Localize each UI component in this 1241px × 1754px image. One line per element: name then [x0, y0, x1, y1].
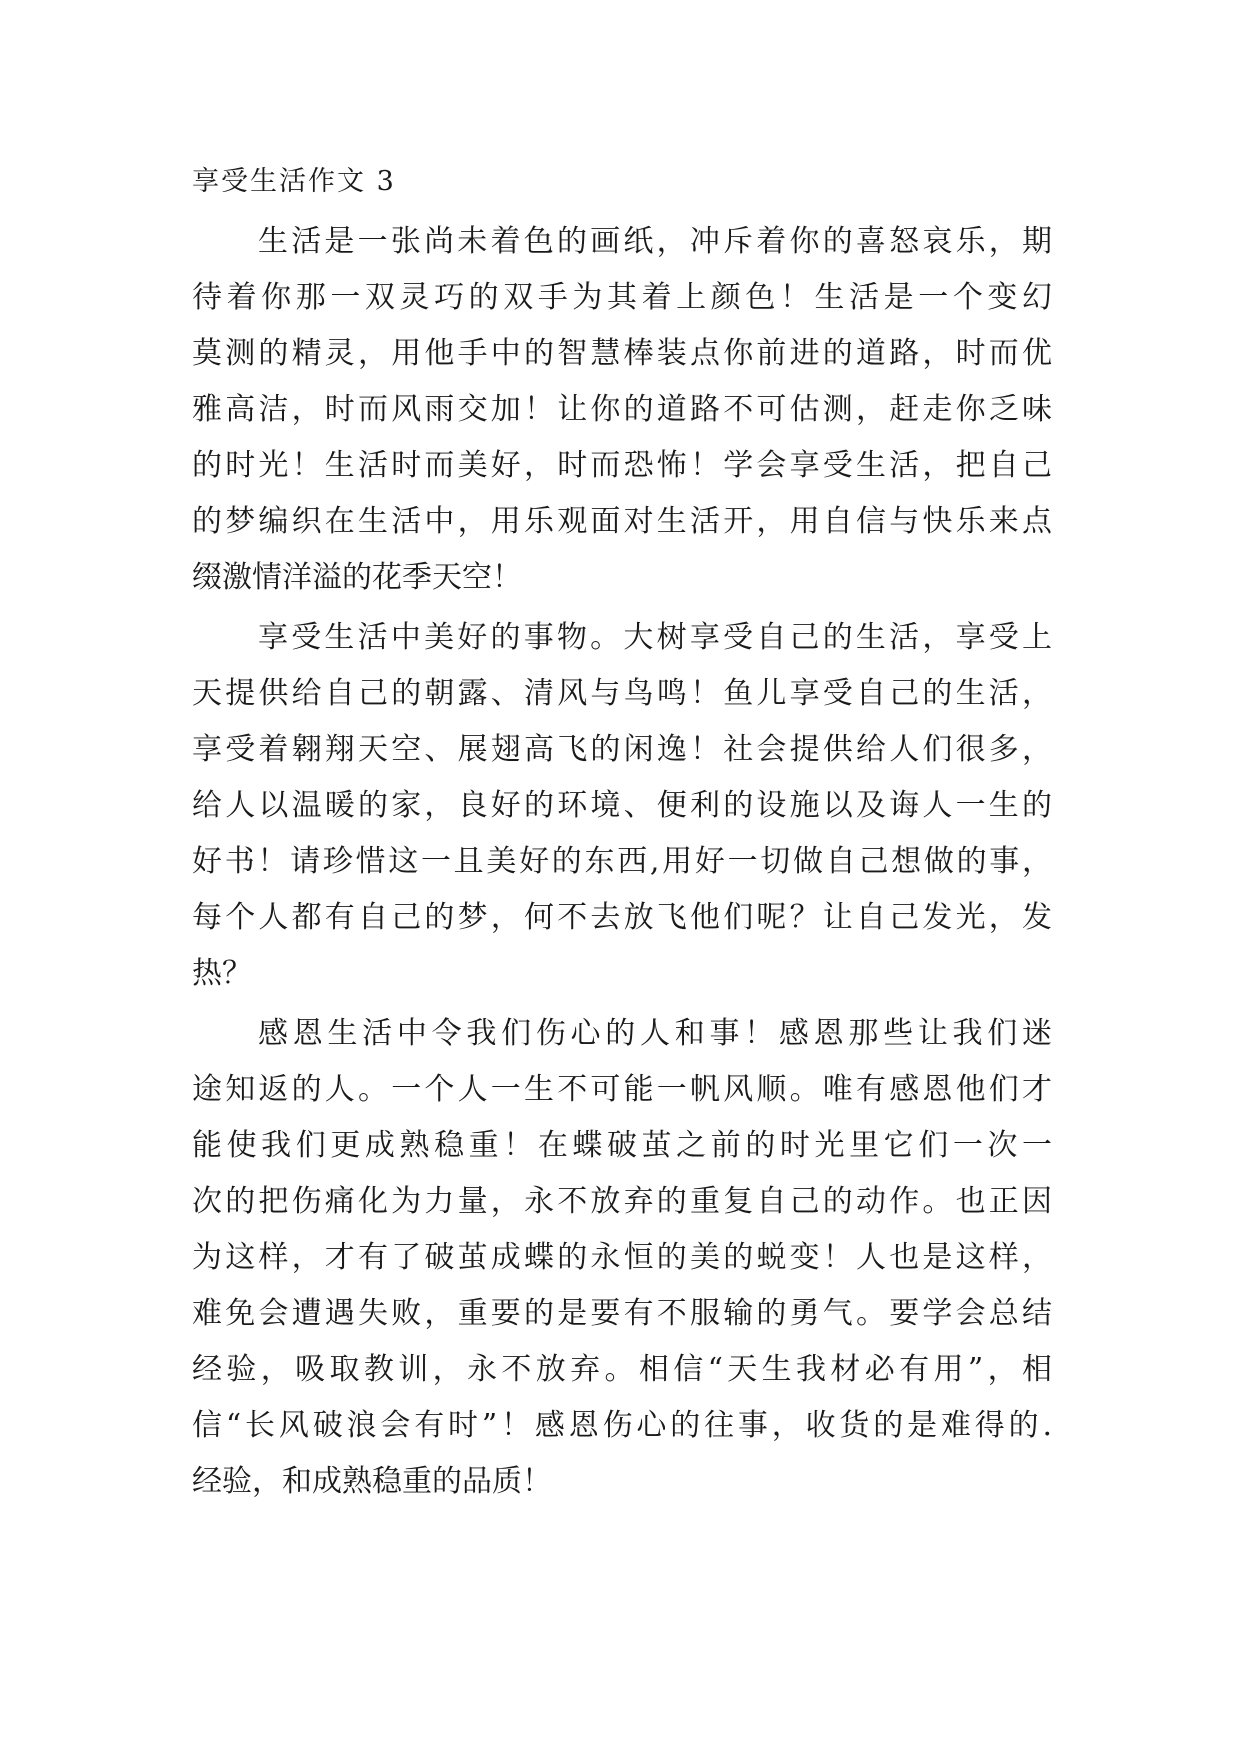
document-title: 享受生活作文 3 — [192, 166, 396, 197]
paragraph-line: 的梦编织在生活中，用乐观面对生活开，用自信与快乐来点 — [192, 504, 1052, 539]
paragraph-line: 每个人都有自己的梦，何不去放飞他们呢？让自己发光，发 — [192, 900, 1052, 935]
paragraph-line: 为这样，才有了破茧成蝶的永恒的美的蜕变！人也是这样， — [192, 1240, 1052, 1275]
paragraph-line: 享受着翱翔天空、展翅高飞的闲逸！社会提供给人们很多， — [192, 732, 1052, 767]
paragraph-line: 途知返的人。一个人一生不可能一帆风顺。唯有感恩他们才 — [192, 1072, 1052, 1107]
paragraph-line: 难免会遭遇失败，重要的是要有不服输的勇气。要学会总结 — [192, 1296, 1052, 1331]
paragraph-line: 莫测的精灵，用他手中的智慧棒装点你前进的道路，时而优 — [192, 336, 1052, 371]
paragraph-line: 待着你那一双灵巧的双手为其着上颜色！生活是一个变幻 — [192, 280, 1052, 315]
paragraph-line: 的时光！生活时而美好，时而恐怖！学会享受生活，把自己 — [192, 448, 1052, 483]
paragraph-line: 经验，和成熟稳重的品质！ — [192, 1464, 552, 1499]
paragraph-1 — [192, 214, 1052, 606]
paragraph-line: 经验，吸取教训，永不放弃。相信“天生我材必有用”，相 — [192, 1352, 1052, 1387]
paragraph-line: 能使我们更成熟稳重！在蝶破茧之前的时光里它们一次一 — [192, 1128, 1052, 1163]
paragraph-line: 享受生活中美好的事物。大树享受自己的生活，享受上 — [258, 620, 1052, 655]
paragraph-line: 雅高洁，时而风雨交加！让你的道路不可估测，赶走你乏味 — [192, 392, 1052, 427]
paragraph-line: 生活是一张尚未着色的画纸，冲斥着你的喜怒哀乐，期 — [258, 224, 1052, 259]
document-page — [192, 162, 1052, 1514]
paragraph-line: 感恩生活中令我们伤心的人和事！感恩那些让我们迷 — [258, 1016, 1052, 1051]
paragraph-line: 缀激情洋溢的花季天空！ — [192, 560, 522, 595]
paragraph-line: 好书！请珍惜这一且美好的东西,用好一切做自己想做的事， — [192, 844, 1052, 879]
paragraph-line: 天提供给自己的朝露、清风与鸟鸣！鱼儿享受自己的生活， — [192, 676, 1052, 711]
paragraph-line: 给人以温暖的家，良好的环境、便利的设施以及诲人一生的 — [192, 788, 1052, 823]
paragraph-line: 信“长风破浪会有时”！感恩伤心的往事，收货的是难得的. — [192, 1408, 1052, 1443]
paragraph-3 — [192, 1006, 1052, 1510]
paragraph-2 — [192, 610, 1052, 1002]
paragraph-line: 次的把伤痛化为力量，永不放弃的重复自己的动作。也正因 — [192, 1184, 1052, 1219]
paragraph-line: 热？ — [192, 956, 252, 991]
